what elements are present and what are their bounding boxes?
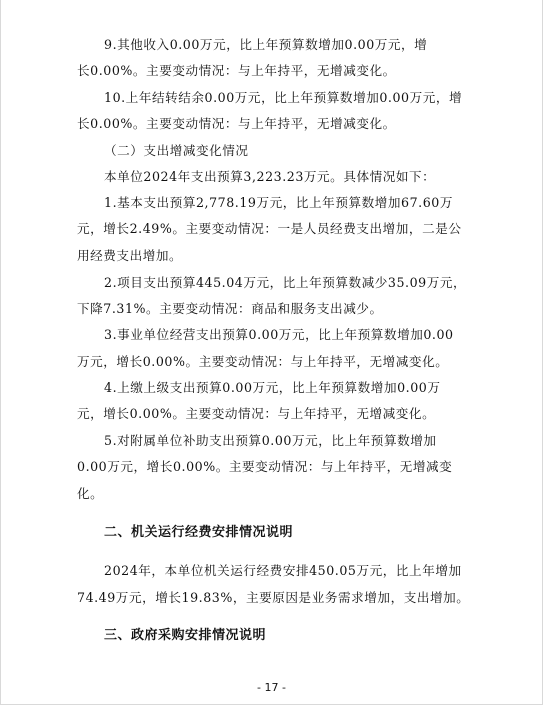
page-number: - 17 -: [257, 681, 286, 694]
expense-5-line-1: 5.对附属单位补助支出预算0.00万元，比上年预算数增加: [104, 433, 437, 448]
para-9-line-2: 长0.00%。主要变动情况：与上年持平，无增减变化。: [77, 63, 396, 78]
page-border-left: [0, 0, 1, 705]
section-3-heading: 三、政府采购安排情况说明: [104, 628, 267, 643]
expense-4-line-1: 4.上缴上级支出预算0.00万元，比上年预算数增加0.00万: [104, 380, 441, 395]
expense-intro: 本单位2024年支出预算3,223.23万元。具体情况如下：: [104, 169, 436, 184]
expense-change-heading: （二）支出增减变化情况: [104, 143, 249, 158]
para-10-line-1: 10.上年结转结余0.00万元，比上年预算数增加0.00万元，增: [104, 90, 463, 105]
section-2-heading: 二、机关运行经费安排情况说明: [104, 525, 294, 540]
expense-5-line-3: 化。: [77, 486, 104, 501]
expense-3-line-1: 3.事业单位经营支出预算0.00万元，比上年预算数增加0.00: [104, 327, 454, 342]
section-2-line-1: 2024年，本单位机关运行经费安排450.05万元，比上年增加: [104, 563, 462, 578]
expense-1-line-3: 用经费支出增加。: [77, 248, 183, 263]
para-10-line-2: 长0.00%。主要变动情况：与上年持平，无增减变化。: [77, 116, 396, 131]
section-2-line-2: 74.49万元，增长19.83%，主要原因是业务需求增加，支出增加。: [77, 590, 470, 605]
expense-2-line-1: 2.项目支出预算445.04万元，比上年预算数减少35.09万元，: [104, 275, 467, 290]
expense-3-line-2: 万元，增长0.00%。主要变动情况：与上年持平，无增减变化。: [77, 354, 449, 369]
expense-5-line-2: 0.00万元，增长0.00%。主要变动情况：与上年持平，无增减变: [77, 459, 453, 474]
expense-4-line-2: 元，增长0.00%。主要变动情况：与上年持平，无增减变化。: [77, 406, 436, 421]
para-9-line-1: 9.其他收入0.00万元，比上年预算数增加0.00万元，增: [104, 37, 428, 52]
expense-1-line-1: 1.基本支出预算2,778.19万元，比上年预算数增加67.60万: [104, 195, 453, 210]
expense-1-line-2: 元，增长2.49%。主要变动情况：一是人员经费支出增加，二是公: [77, 221, 462, 236]
expense-2-line-2: 下降7.31%。主要变动情况：商品和服务支出减少。: [77, 301, 383, 316]
